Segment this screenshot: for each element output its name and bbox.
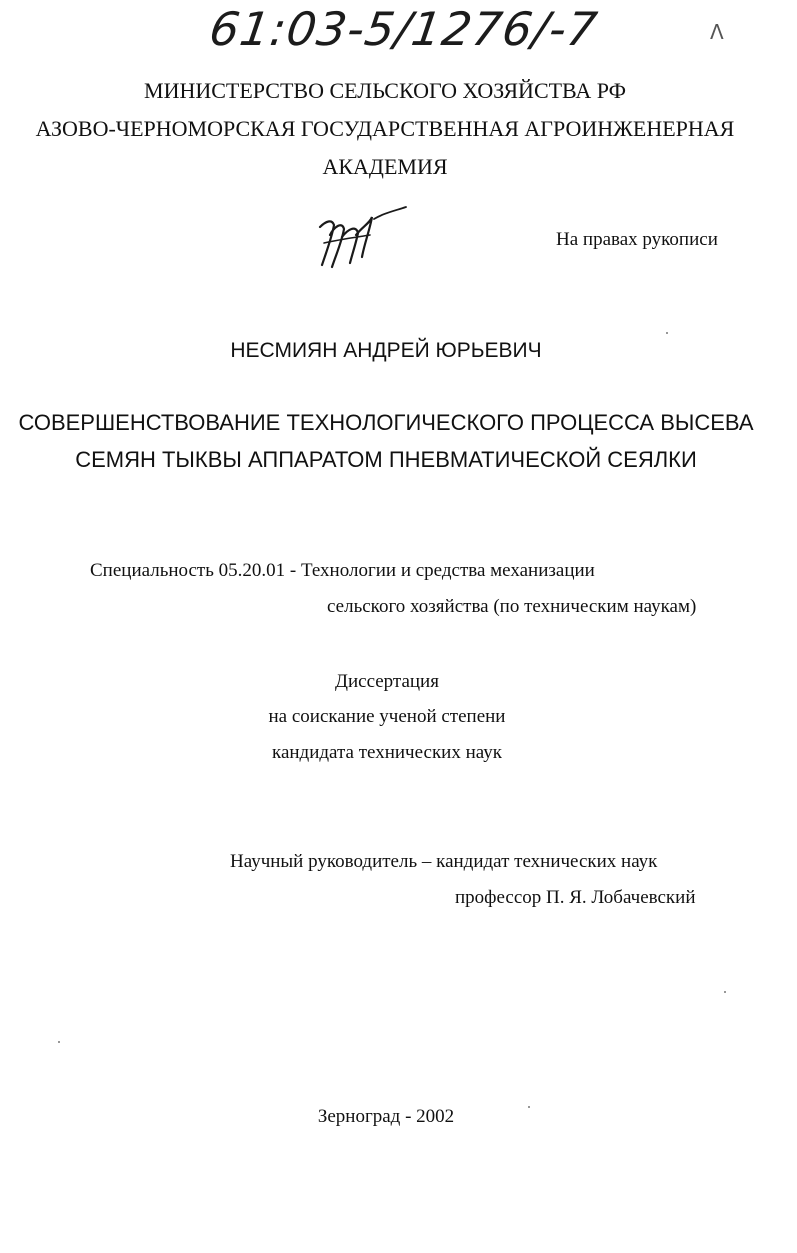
scan-speck <box>666 332 668 334</box>
scan-speck <box>528 1106 530 1108</box>
specialty-line-2: сельского хозяйства (по техническим наукам) <box>327 596 697 617</box>
ministry-heading: МИНИСТЕРСТВО СЕЛЬСКОГО ХОЗЯЙСТВА РФ <box>144 78 626 103</box>
dissertation-title-line-1: СОВЕРШЕНСТВОВАНИЕ ТЕХНОЛОГИЧЕСКОГО ПРОЦЕССА ВЫСЕВА <box>18 410 754 435</box>
handwritten-signature <box>312 205 412 275</box>
corner-pencil-mark: Λ <box>710 20 724 44</box>
scan-speck <box>724 991 726 993</box>
degree-purpose: на соискание ученой степени <box>268 706 506 727</box>
dissertation-label: Диссертация <box>335 671 439 692</box>
handwritten-registry-number: 61:03-5/1276/-7 <box>206 2 602 56</box>
academy-heading-line-1: АЗОВО-ЧЕРНОМОРСКАЯ ГОСУДАРСТВЕННАЯ АГРОИНЖЕНЕРНАЯ <box>35 116 735 141</box>
degree-name: кандидата технических наук <box>272 742 502 763</box>
city-and-year: Зерноград - 2002 <box>317 1106 455 1127</box>
rights-note: На правах рукописи <box>556 229 718 250</box>
author-name: НЕСМИЯН АНДРЕЙ ЮРЬЕВИЧ <box>230 339 542 362</box>
advisor-line-2: профессор П. Я. Лобачевский <box>455 887 696 908</box>
advisor-line-1: Научный руководитель – кандидат технических наук <box>230 851 658 872</box>
specialty-line-1: Специальность 05.20.01 - Технологии и средства механизации <box>90 560 595 581</box>
dissertation-title-line-2: СЕМЯН ТЫКВЫ АППАРАТОМ ПНЕВМАТИЧЕСКОЙ СЕЯЛКИ <box>75 447 697 472</box>
academy-heading-line-2: АКАДЕМИЯ <box>322 154 448 179</box>
scan-speck <box>58 1041 60 1043</box>
